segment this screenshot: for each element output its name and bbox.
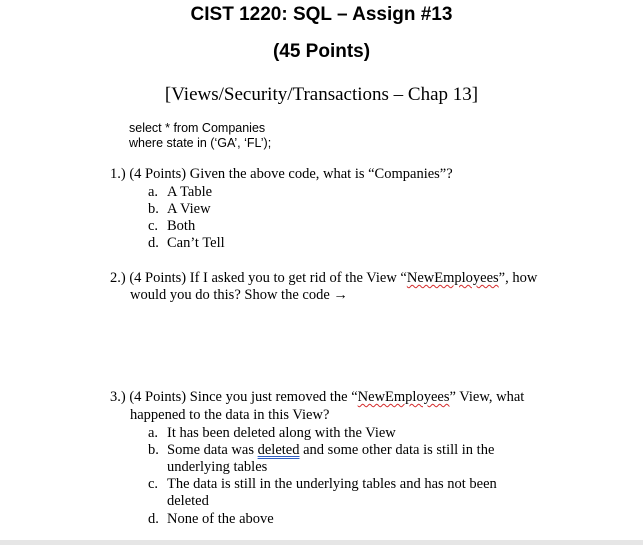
q3-option-c-line-2: deleted [167,493,209,509]
topic-subtitle: [Views/Security/Transactions – Chap 13] [164,84,479,105]
option-label: a. [148,184,159,200]
option-label: a. [148,425,159,441]
option-text: Both [167,218,196,234]
option-text-post: and some other data is still in the [299,442,495,458]
q3-option-a [148,425,396,442]
grammar-flag-word[interactable]: deleted [257,442,300,458]
option-label: c. [148,476,159,492]
option-text: A View [167,201,211,217]
q1-option-a [148,184,212,201]
option-label: b. [148,442,159,458]
q3-text-post: ” View, what [449,389,525,405]
option-label: d. [148,235,159,251]
option-text: None of the above [167,511,274,527]
question-2-line-2: would you do this? Show the code → [130,287,348,303]
q2-text-pre: 2.) (4 Points) If I asked you to get rid of the View “ [110,270,407,286]
spellcheck-word[interactable]: NewEmployees [406,270,499,286]
code-line-1: select * from Companies [129,121,266,135]
question-3 [110,389,524,406]
option-text: Can’t Tell [167,235,225,251]
points-heading: (45 Points) [272,41,371,62]
option-text: The data is still in the underlying tables and has not been [167,476,497,492]
q3-option-b [148,442,494,459]
q3-option-c [148,476,497,493]
option-text: It has been deleted along with the View [167,425,396,441]
option-label: d. [148,511,159,527]
spellcheck-word[interactable]: NewEmployees [357,389,450,405]
option-label: c. [148,218,159,234]
page-title: CIST 1220: SQL – Assign #13 [190,4,453,25]
question-1: 1.) (4 Points) Given the above code, what is “Companies”? [110,166,453,182]
question-2 [110,270,537,287]
code-line-2: where state in (‘GA’, ‘FL’); [129,136,272,150]
q3-option-d [148,511,274,528]
page-bottom-edge [0,540,643,545]
q1-option-c [148,218,195,235]
q2-text-post: ”, how [498,270,538,286]
q1-option-b [148,201,211,218]
q1-option-d [148,235,225,252]
q3-option-b-line-2: underlying tables [167,459,268,475]
q3-text-pre: 3.) (4 Points) Since you just removed the “ [110,389,358,405]
option-label: b. [148,201,159,217]
option-text: A Table [167,184,213,200]
question-3-line-2: happened to the data in this View? [130,407,330,423]
option-text-pre: Some data was [167,442,258,458]
